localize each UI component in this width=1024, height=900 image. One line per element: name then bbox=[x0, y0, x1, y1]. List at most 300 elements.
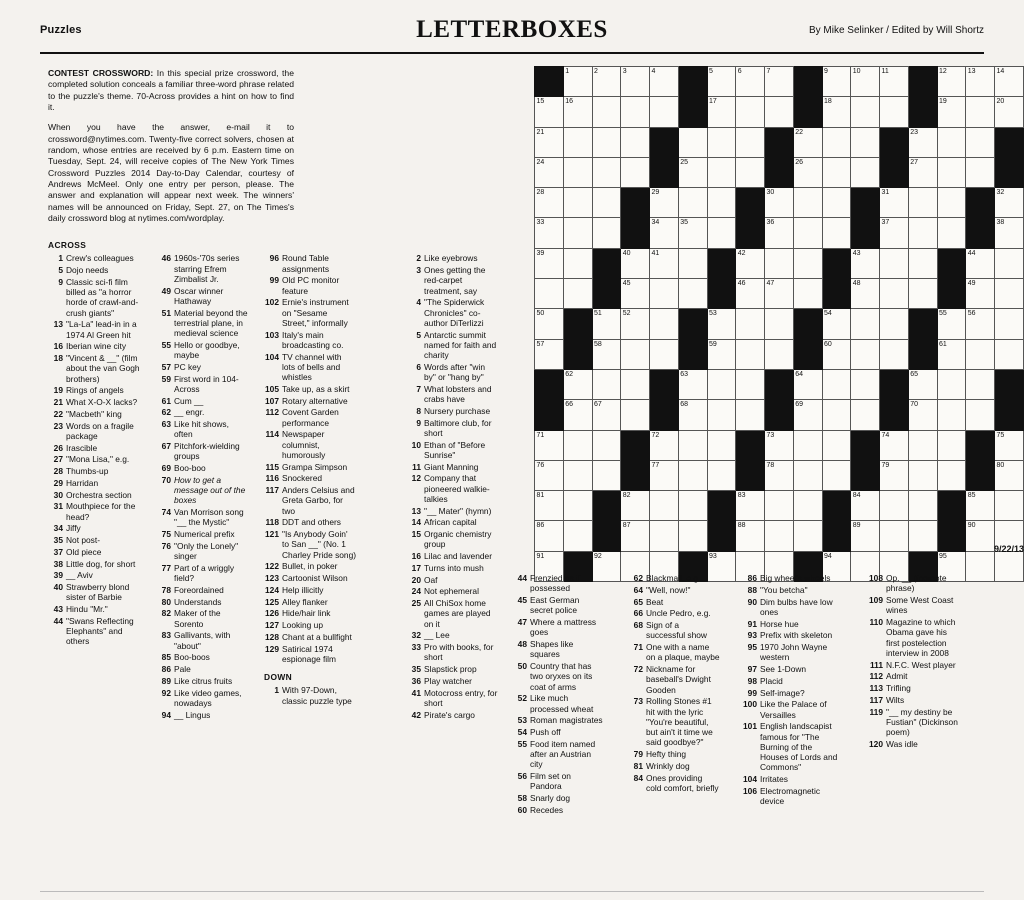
grid-cell[interactable] bbox=[995, 491, 1024, 521]
crossword-grid[interactable] bbox=[534, 66, 1024, 582]
clue-item[interactable] bbox=[48, 277, 140, 318]
clue-item[interactable] bbox=[742, 664, 842, 674]
grid-cell[interactable] bbox=[822, 400, 851, 430]
grid-cell[interactable] bbox=[678, 369, 707, 399]
clue-item[interactable] bbox=[406, 598, 498, 629]
grid-cell[interactable] bbox=[592, 97, 621, 127]
clue-item[interactable] bbox=[512, 727, 604, 737]
clue-item[interactable] bbox=[868, 573, 960, 594]
grid-cell[interactable] bbox=[880, 460, 909, 490]
grid-cell[interactable] bbox=[535, 157, 564, 187]
clue-item[interactable] bbox=[264, 485, 356, 516]
clue-item[interactable] bbox=[512, 715, 604, 725]
clue-item[interactable] bbox=[48, 265, 140, 275]
grid-cell[interactable] bbox=[621, 127, 650, 157]
grid-cell[interactable] bbox=[678, 188, 707, 218]
clue-item[interactable] bbox=[868, 683, 960, 693]
grid-cell[interactable] bbox=[736, 279, 765, 309]
grid-cell[interactable] bbox=[650, 97, 679, 127]
grid-cell[interactable] bbox=[851, 157, 880, 187]
grid-cell[interactable] bbox=[995, 218, 1024, 248]
clue-item[interactable] bbox=[156, 286, 248, 307]
grid-cell[interactable] bbox=[621, 97, 650, 127]
grid-cell[interactable] bbox=[908, 521, 937, 551]
grid-cell[interactable] bbox=[908, 218, 937, 248]
grid-cell[interactable] bbox=[621, 400, 650, 430]
clue-item[interactable] bbox=[512, 805, 604, 815]
grid-cell[interactable] bbox=[650, 309, 679, 339]
grid-cell[interactable] bbox=[765, 491, 794, 521]
clue-item[interactable] bbox=[156, 608, 248, 629]
grid-cell[interactable] bbox=[678, 218, 707, 248]
clue-item[interactable] bbox=[264, 396, 356, 406]
grid-cell[interactable] bbox=[621, 339, 650, 369]
grid-cell[interactable] bbox=[563, 67, 592, 97]
clue-item[interactable] bbox=[264, 644, 356, 665]
grid-cell[interactable] bbox=[563, 127, 592, 157]
clue-item[interactable] bbox=[156, 253, 248, 284]
clue-item[interactable] bbox=[512, 573, 604, 594]
clue-item[interactable] bbox=[156, 507, 248, 528]
grid-cell[interactable] bbox=[995, 188, 1024, 218]
grid-cell[interactable] bbox=[851, 400, 880, 430]
clue-item[interactable] bbox=[742, 642, 842, 663]
clue-item[interactable] bbox=[742, 597, 842, 618]
grid-cell[interactable] bbox=[592, 157, 621, 187]
clue-item[interactable] bbox=[264, 429, 356, 460]
grid-cell[interactable] bbox=[966, 521, 995, 551]
grid-cell[interactable] bbox=[592, 188, 621, 218]
clue-item[interactable] bbox=[264, 253, 356, 274]
grid-cell[interactable] bbox=[908, 491, 937, 521]
grid-cell[interactable] bbox=[937, 127, 966, 157]
grid-cell[interactable] bbox=[793, 157, 822, 187]
grid-cell[interactable] bbox=[966, 339, 995, 369]
clue-item[interactable] bbox=[512, 639, 604, 660]
grid-cell[interactable] bbox=[995, 460, 1024, 490]
grid-cell[interactable] bbox=[765, 218, 794, 248]
clue-item[interactable] bbox=[264, 529, 356, 560]
grid-cell[interactable] bbox=[908, 400, 937, 430]
grid-cell[interactable] bbox=[793, 369, 822, 399]
clue-item[interactable] bbox=[406, 710, 498, 720]
clue-item[interactable] bbox=[628, 696, 720, 747]
clue-item[interactable] bbox=[406, 517, 498, 527]
grid-cell[interactable] bbox=[937, 218, 966, 248]
grid-cell[interactable] bbox=[707, 188, 736, 218]
clue-item[interactable] bbox=[406, 330, 498, 361]
clue-item[interactable] bbox=[264, 685, 356, 706]
grid-cell[interactable] bbox=[966, 67, 995, 97]
clue-item[interactable] bbox=[512, 793, 604, 803]
grid-cell[interactable] bbox=[736, 67, 765, 97]
grid-cell[interactable] bbox=[650, 279, 679, 309]
clue-item[interactable] bbox=[742, 688, 842, 698]
grid-cell[interactable] bbox=[937, 460, 966, 490]
grid-cell[interactable] bbox=[793, 460, 822, 490]
clue-item[interactable] bbox=[406, 440, 498, 461]
clue-item[interactable] bbox=[264, 573, 356, 583]
grid-cell[interactable] bbox=[592, 67, 621, 97]
clue-item[interactable] bbox=[628, 749, 720, 759]
grid-cell[interactable] bbox=[650, 248, 679, 278]
grid-cell[interactable] bbox=[535, 188, 564, 218]
grid-cell[interactable] bbox=[966, 400, 995, 430]
grid-cell[interactable] bbox=[563, 248, 592, 278]
grid-cell[interactable] bbox=[678, 430, 707, 460]
grid-cell[interactable] bbox=[535, 430, 564, 460]
grid-cell[interactable] bbox=[966, 491, 995, 521]
clue-item[interactable] bbox=[868, 707, 960, 738]
grid-cell[interactable] bbox=[678, 491, 707, 521]
clue-item[interactable] bbox=[868, 671, 960, 681]
clue-item[interactable] bbox=[406, 676, 498, 686]
grid-cell[interactable] bbox=[678, 279, 707, 309]
clue-item[interactable] bbox=[406, 688, 498, 709]
clue-item[interactable] bbox=[48, 443, 140, 453]
clue-item[interactable] bbox=[48, 341, 140, 351]
clue-item[interactable] bbox=[406, 297, 498, 328]
grid-cell[interactable] bbox=[822, 97, 851, 127]
grid-cell[interactable] bbox=[563, 369, 592, 399]
grid-cell[interactable] bbox=[592, 430, 621, 460]
clue-item[interactable] bbox=[868, 595, 960, 616]
clue-item[interactable] bbox=[512, 661, 604, 692]
grid-cell[interactable] bbox=[707, 460, 736, 490]
grid-cell[interactable] bbox=[535, 97, 564, 127]
grid-cell[interactable] bbox=[765, 188, 794, 218]
clue-item[interactable] bbox=[406, 253, 498, 263]
grid-cell[interactable] bbox=[908, 248, 937, 278]
grid-cell[interactable] bbox=[822, 157, 851, 187]
grid-cell[interactable] bbox=[793, 279, 822, 309]
clue-item[interactable] bbox=[406, 664, 498, 674]
clue-item[interactable] bbox=[406, 462, 498, 472]
grid-table[interactable] bbox=[534, 66, 1024, 582]
grid-cell[interactable] bbox=[966, 279, 995, 309]
grid-cell[interactable] bbox=[650, 188, 679, 218]
clue-item[interactable] bbox=[156, 541, 248, 562]
clue-item[interactable] bbox=[48, 421, 140, 442]
grid-cell[interactable] bbox=[765, 97, 794, 127]
grid-cell[interactable] bbox=[880, 521, 909, 551]
grid-cell[interactable] bbox=[880, 248, 909, 278]
grid-cell[interactable] bbox=[650, 67, 679, 97]
grid-cell[interactable] bbox=[822, 460, 851, 490]
clue-item[interactable] bbox=[512, 693, 604, 714]
clue-item[interactable] bbox=[156, 419, 248, 440]
grid-cell[interactable] bbox=[707, 67, 736, 97]
grid-cell[interactable] bbox=[707, 369, 736, 399]
clue-item[interactable] bbox=[48, 385, 140, 395]
grid-cell[interactable] bbox=[937, 339, 966, 369]
grid-cell[interactable] bbox=[765, 67, 794, 97]
clue-item[interactable] bbox=[156, 396, 248, 406]
clue-item[interactable] bbox=[742, 774, 842, 784]
grid-cell[interactable] bbox=[966, 97, 995, 127]
grid-cell[interactable] bbox=[736, 309, 765, 339]
grid-cell[interactable] bbox=[851, 491, 880, 521]
clue-item[interactable] bbox=[742, 573, 842, 583]
grid-cell[interactable] bbox=[908, 157, 937, 187]
grid-cell[interactable] bbox=[937, 188, 966, 218]
grid-cell[interactable] bbox=[880, 67, 909, 97]
clue-item[interactable] bbox=[406, 551, 498, 561]
grid-cell[interactable] bbox=[563, 97, 592, 127]
grid-cell[interactable] bbox=[535, 279, 564, 309]
grid-cell[interactable] bbox=[966, 248, 995, 278]
clue-item[interactable] bbox=[48, 490, 140, 500]
clue-item[interactable] bbox=[264, 517, 356, 527]
clue-item[interactable] bbox=[742, 630, 842, 640]
clue-item[interactable] bbox=[48, 478, 140, 488]
grid-cell[interactable] bbox=[851, 369, 880, 399]
grid-cell[interactable] bbox=[678, 521, 707, 551]
grid-cell[interactable] bbox=[765, 339, 794, 369]
clue-item[interactable] bbox=[868, 695, 960, 705]
grid-cell[interactable] bbox=[678, 400, 707, 430]
grid-cell[interactable] bbox=[765, 248, 794, 278]
grid-cell[interactable] bbox=[736, 491, 765, 521]
clue-item[interactable] bbox=[406, 529, 498, 550]
clue-item[interactable] bbox=[868, 660, 960, 670]
clue-item[interactable] bbox=[406, 265, 498, 296]
clue-item[interactable] bbox=[156, 374, 248, 395]
grid-cell[interactable] bbox=[707, 430, 736, 460]
clue-item[interactable] bbox=[406, 642, 498, 663]
grid-cell[interactable] bbox=[621, 521, 650, 551]
grid-cell[interactable] bbox=[736, 248, 765, 278]
grid-cell[interactable] bbox=[592, 460, 621, 490]
clue-item[interactable] bbox=[156, 407, 248, 417]
grid-cell[interactable] bbox=[822, 127, 851, 157]
clue-item[interactable] bbox=[156, 529, 248, 539]
grid-cell[interactable] bbox=[621, 248, 650, 278]
grid-cell[interactable] bbox=[880, 279, 909, 309]
grid-cell[interactable] bbox=[995, 309, 1024, 339]
grid-cell[interactable] bbox=[650, 339, 679, 369]
grid-cell[interactable] bbox=[966, 127, 995, 157]
grid-cell[interactable] bbox=[937, 309, 966, 339]
grid-cell[interactable] bbox=[793, 430, 822, 460]
clue-item[interactable] bbox=[628, 608, 720, 618]
clue-item[interactable] bbox=[48, 604, 140, 614]
clue-item[interactable] bbox=[406, 418, 498, 439]
clue-item[interactable] bbox=[742, 619, 842, 629]
clue-item[interactable] bbox=[48, 547, 140, 557]
clue-item[interactable] bbox=[48, 353, 140, 384]
clue-item[interactable] bbox=[48, 559, 140, 569]
clue-item[interactable] bbox=[48, 582, 140, 603]
grid-cell[interactable] bbox=[995, 339, 1024, 369]
grid-cell[interactable] bbox=[908, 188, 937, 218]
clue-item[interactable] bbox=[628, 585, 720, 595]
grid-cell[interactable] bbox=[563, 279, 592, 309]
grid-cell[interactable] bbox=[678, 127, 707, 157]
clue-item[interactable] bbox=[264, 585, 356, 595]
grid-cell[interactable] bbox=[908, 279, 937, 309]
clue-item[interactable] bbox=[512, 617, 604, 638]
grid-cell[interactable] bbox=[765, 309, 794, 339]
grid-cell[interactable] bbox=[563, 460, 592, 490]
grid-cell[interactable] bbox=[736, 157, 765, 187]
grid-cell[interactable] bbox=[995, 248, 1024, 278]
grid-cell[interactable] bbox=[592, 127, 621, 157]
grid-cell[interactable] bbox=[707, 127, 736, 157]
grid-cell[interactable] bbox=[765, 521, 794, 551]
grid-cell[interactable] bbox=[793, 218, 822, 248]
grid-cell[interactable] bbox=[995, 279, 1024, 309]
clue-item[interactable] bbox=[742, 699, 842, 720]
clue-item[interactable] bbox=[406, 406, 498, 416]
clue-item[interactable] bbox=[264, 384, 356, 394]
clue-item[interactable] bbox=[48, 523, 140, 533]
clue-item[interactable] bbox=[406, 362, 498, 383]
grid-cell[interactable] bbox=[822, 369, 851, 399]
clue-item[interactable] bbox=[156, 676, 248, 686]
grid-cell[interactable] bbox=[822, 218, 851, 248]
clue-item[interactable] bbox=[48, 253, 140, 263]
clue-item[interactable] bbox=[868, 739, 960, 749]
clue-item[interactable] bbox=[48, 570, 140, 580]
grid-cell[interactable] bbox=[592, 309, 621, 339]
clue-item[interactable] bbox=[742, 786, 842, 807]
grid-cell[interactable] bbox=[535, 460, 564, 490]
clue-item[interactable] bbox=[406, 586, 498, 596]
grid-cell[interactable] bbox=[822, 67, 851, 97]
grid-cell[interactable] bbox=[736, 97, 765, 127]
clue-item[interactable] bbox=[48, 501, 140, 522]
clue-item[interactable] bbox=[156, 585, 248, 595]
grid-cell[interactable] bbox=[880, 188, 909, 218]
grid-cell[interactable] bbox=[621, 67, 650, 97]
grid-cell[interactable] bbox=[535, 218, 564, 248]
clue-item[interactable] bbox=[156, 308, 248, 339]
clue-item[interactable] bbox=[406, 384, 498, 405]
clue-item[interactable] bbox=[406, 473, 498, 504]
clue-item[interactable] bbox=[264, 352, 356, 383]
grid-cell[interactable] bbox=[535, 248, 564, 278]
grid-cell[interactable] bbox=[592, 218, 621, 248]
grid-cell[interactable] bbox=[621, 491, 650, 521]
grid-cell[interactable] bbox=[995, 97, 1024, 127]
grid-cell[interactable] bbox=[678, 248, 707, 278]
grid-cell[interactable] bbox=[563, 491, 592, 521]
clue-item[interactable] bbox=[742, 585, 842, 595]
grid-cell[interactable] bbox=[937, 97, 966, 127]
grid-cell[interactable] bbox=[535, 339, 564, 369]
grid-cell[interactable] bbox=[793, 400, 822, 430]
grid-cell[interactable] bbox=[822, 339, 851, 369]
grid-cell[interactable] bbox=[908, 369, 937, 399]
grid-cell[interactable] bbox=[851, 309, 880, 339]
grid-cell[interactable] bbox=[880, 218, 909, 248]
grid-cell[interactable] bbox=[592, 400, 621, 430]
grid-cell[interactable] bbox=[937, 369, 966, 399]
clue-item[interactable] bbox=[742, 676, 842, 686]
clue-item[interactable] bbox=[512, 595, 604, 616]
grid-cell[interactable] bbox=[851, 97, 880, 127]
grid-cell[interactable] bbox=[880, 430, 909, 460]
grid-cell[interactable] bbox=[736, 127, 765, 157]
grid-cell[interactable] bbox=[535, 309, 564, 339]
clue-item[interactable] bbox=[406, 630, 498, 640]
clue-item[interactable] bbox=[628, 642, 720, 663]
grid-cell[interactable] bbox=[966, 551, 995, 581]
clue-item[interactable] bbox=[406, 575, 498, 585]
grid-cell[interactable] bbox=[650, 218, 679, 248]
grid-cell[interactable] bbox=[765, 279, 794, 309]
grid-cell[interactable] bbox=[966, 369, 995, 399]
grid-cell[interactable] bbox=[736, 400, 765, 430]
grid-cell[interactable] bbox=[650, 521, 679, 551]
grid-cell[interactable] bbox=[908, 460, 937, 490]
clue-item[interactable] bbox=[628, 773, 720, 794]
clue-item[interactable] bbox=[156, 630, 248, 651]
clue-item[interactable] bbox=[48, 535, 140, 545]
grid-cell[interactable] bbox=[851, 127, 880, 157]
grid-cell[interactable] bbox=[851, 248, 880, 278]
grid-cell[interactable] bbox=[563, 521, 592, 551]
grid-cell[interactable] bbox=[851, 67, 880, 97]
clue-item[interactable] bbox=[628, 761, 720, 771]
grid-cell[interactable] bbox=[707, 218, 736, 248]
grid-cell[interactable] bbox=[563, 400, 592, 430]
clue-item[interactable] bbox=[264, 407, 356, 428]
grid-cell[interactable] bbox=[650, 491, 679, 521]
clue-item[interactable] bbox=[156, 441, 248, 462]
grid-cell[interactable] bbox=[563, 157, 592, 187]
clue-item[interactable] bbox=[868, 617, 960, 658]
clue-item[interactable] bbox=[156, 362, 248, 372]
grid-cell[interactable] bbox=[937, 157, 966, 187]
clue-item[interactable] bbox=[48, 454, 140, 464]
clue-item[interactable] bbox=[264, 462, 356, 472]
grid-cell[interactable] bbox=[535, 521, 564, 551]
clue-item[interactable] bbox=[264, 561, 356, 571]
grid-cell[interactable] bbox=[995, 551, 1024, 581]
grid-cell[interactable] bbox=[707, 97, 736, 127]
grid-cell[interactable] bbox=[563, 218, 592, 248]
grid-cell[interactable] bbox=[793, 127, 822, 157]
clue-item[interactable] bbox=[264, 608, 356, 618]
clue-item[interactable] bbox=[156, 597, 248, 607]
grid-cell[interactable] bbox=[736, 339, 765, 369]
clue-item[interactable] bbox=[156, 664, 248, 674]
grid-cell[interactable] bbox=[650, 430, 679, 460]
clue-item[interactable] bbox=[628, 664, 720, 695]
grid-cell[interactable] bbox=[966, 157, 995, 187]
grid-cell[interactable] bbox=[707, 400, 736, 430]
clue-item[interactable] bbox=[512, 739, 604, 770]
grid-cell[interactable] bbox=[707, 157, 736, 187]
grid-cell[interactable] bbox=[880, 97, 909, 127]
grid-cell[interactable] bbox=[908, 430, 937, 460]
grid-cell[interactable] bbox=[822, 430, 851, 460]
grid-cell[interactable] bbox=[937, 400, 966, 430]
grid-cell[interactable] bbox=[908, 127, 937, 157]
grid-cell[interactable] bbox=[563, 188, 592, 218]
grid-cell[interactable] bbox=[678, 460, 707, 490]
clue-item[interactable] bbox=[156, 652, 248, 662]
clue-item[interactable] bbox=[628, 620, 720, 641]
clue-item[interactable] bbox=[156, 563, 248, 584]
grid-cell[interactable] bbox=[937, 430, 966, 460]
grid-cell[interactable] bbox=[822, 188, 851, 218]
grid-cell[interactable] bbox=[851, 521, 880, 551]
grid-cell[interactable] bbox=[793, 521, 822, 551]
grid-cell[interactable] bbox=[851, 339, 880, 369]
